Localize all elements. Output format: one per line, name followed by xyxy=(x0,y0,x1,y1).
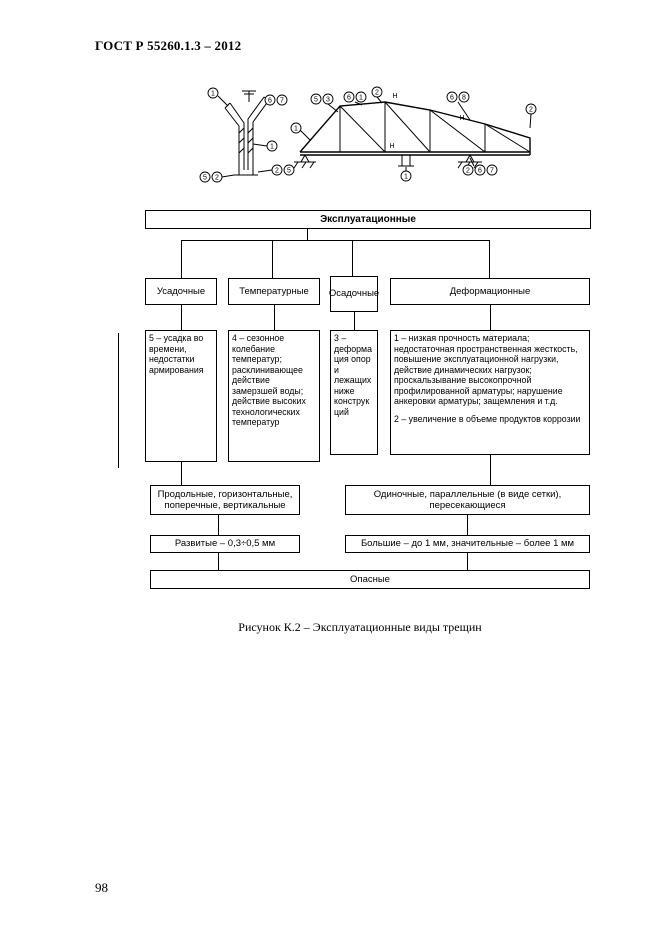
description-temperature: 4 – сезонное колебание температур; расклинивающее действие замерзшей воды; действие высоких технологических температур xyxy=(228,330,320,462)
description-paragraph: 1 – низкая прочность материала; недостаточная пространственная жесткость, повышение эксплуатационной нагрузки, действие динамических нагрузок; проскальзывание высокопрочной профилированной арматуры; нарушение анкеровки арматуры; защемления и т.д. xyxy=(394,333,578,407)
connector-line xyxy=(467,553,468,570)
description-paragraph: 2 – увеличение в объеме продуктов коррозии xyxy=(394,413,581,424)
callout-label: 2 xyxy=(529,106,533,114)
callout xyxy=(284,165,294,175)
callout-label: 1 xyxy=(404,173,408,181)
connector-line xyxy=(181,240,490,241)
connector-line xyxy=(181,240,182,278)
description-settlement: 3 – деформация опор и лежащих ниже конструкций xyxy=(330,330,378,455)
connector-line xyxy=(467,515,468,535)
category-temperature: Температурные xyxy=(228,278,320,305)
callout-label: 5 xyxy=(287,167,291,175)
callout xyxy=(200,172,210,182)
connector-line xyxy=(354,312,355,330)
callout xyxy=(344,92,354,102)
connector-line xyxy=(181,305,182,330)
callout-label: 6 xyxy=(450,94,454,102)
callout-label: 6 xyxy=(268,97,272,105)
hinge-mark: Н xyxy=(389,143,395,150)
pier-hatch xyxy=(239,128,253,153)
connector-line xyxy=(118,333,119,468)
callout xyxy=(475,165,485,175)
connector-line xyxy=(352,240,353,276)
callout-label: 1 xyxy=(211,90,215,98)
figure-caption: Рисунок К.2 – Эксплуатационные виды трещин xyxy=(238,620,482,634)
callout-label: 8 xyxy=(462,94,466,102)
size-left-box: Развитые – 0,3÷0,5 мм xyxy=(150,535,300,553)
category-deformation: Деформационные xyxy=(390,278,590,305)
connector-line xyxy=(272,240,273,278)
callout xyxy=(291,123,301,133)
connector-line xyxy=(489,240,490,278)
pier-outline xyxy=(225,97,269,175)
callout xyxy=(265,95,275,105)
category-settlement: Осадочные xyxy=(330,276,378,312)
callout xyxy=(212,172,222,182)
callout-label: 2 xyxy=(375,89,379,97)
page-number: 98 xyxy=(95,880,108,895)
callout-label: 1 xyxy=(294,125,298,133)
category-shrinkage: Усадочные xyxy=(145,278,217,305)
description-shrinkage: 5 – усадка во времени, недостатки армирования xyxy=(145,330,217,462)
callout xyxy=(208,88,218,98)
callout xyxy=(401,171,411,181)
pier-drawing xyxy=(200,88,294,182)
connector-line xyxy=(274,305,275,330)
callout xyxy=(323,94,333,104)
truss-web-members xyxy=(340,102,530,152)
connector-line xyxy=(181,462,182,485)
truss-drawing xyxy=(291,87,536,181)
connector-line xyxy=(490,455,491,485)
callout xyxy=(447,92,457,102)
callout-label: 5 xyxy=(314,96,318,104)
description-deformation xyxy=(390,330,590,455)
callout-label: 5 xyxy=(203,174,207,182)
callout-label: 6 xyxy=(478,167,482,175)
geometry-left-box: Продольные, горизонтальные, поперечные, вертикальные xyxy=(150,485,300,515)
callout xyxy=(463,165,473,175)
connector-line xyxy=(307,229,308,240)
danger-box: Опасные xyxy=(150,570,590,589)
datum-mark xyxy=(242,91,256,102)
callout xyxy=(267,141,277,151)
callout-label: 2 xyxy=(275,167,279,175)
callout-label: 1 xyxy=(359,94,363,102)
callout-label: 7 xyxy=(490,167,494,175)
structural-drawings xyxy=(140,78,540,193)
callout xyxy=(272,165,282,175)
connector-line xyxy=(490,305,491,330)
callout xyxy=(277,95,287,105)
geometry-right-box: Одиночные, параллельные (в виде сетки), пересекающиеся xyxy=(345,485,590,515)
root-box: Эксплуатационные xyxy=(145,210,591,229)
callout-label: 3 xyxy=(326,96,330,104)
hinge-mark: Н xyxy=(459,115,465,122)
pier-leader-lines xyxy=(218,96,272,177)
callout-label: 6 xyxy=(347,94,351,102)
callout xyxy=(311,94,321,104)
truss-chords xyxy=(300,102,530,155)
callout-label: 2 xyxy=(466,167,470,175)
truss-supports xyxy=(294,155,482,168)
size-right-box: Большие – до 1 мм, значительные – более 1 мм xyxy=(345,535,590,553)
hinge-mark: Н xyxy=(392,93,398,100)
callout xyxy=(526,104,536,114)
callout-label: 1 xyxy=(270,143,274,151)
callout xyxy=(459,92,469,102)
callout-label: 2 xyxy=(215,174,219,182)
connector-line xyxy=(218,553,219,570)
callout xyxy=(356,92,366,102)
callout xyxy=(372,87,382,97)
document-header: ГОСТ Р 55260.1.3 – 2012 xyxy=(95,38,242,53)
callout xyxy=(487,165,497,175)
callout-label: 7 xyxy=(280,97,284,105)
connector-line xyxy=(218,515,219,535)
truss-pendant xyxy=(398,155,414,166)
